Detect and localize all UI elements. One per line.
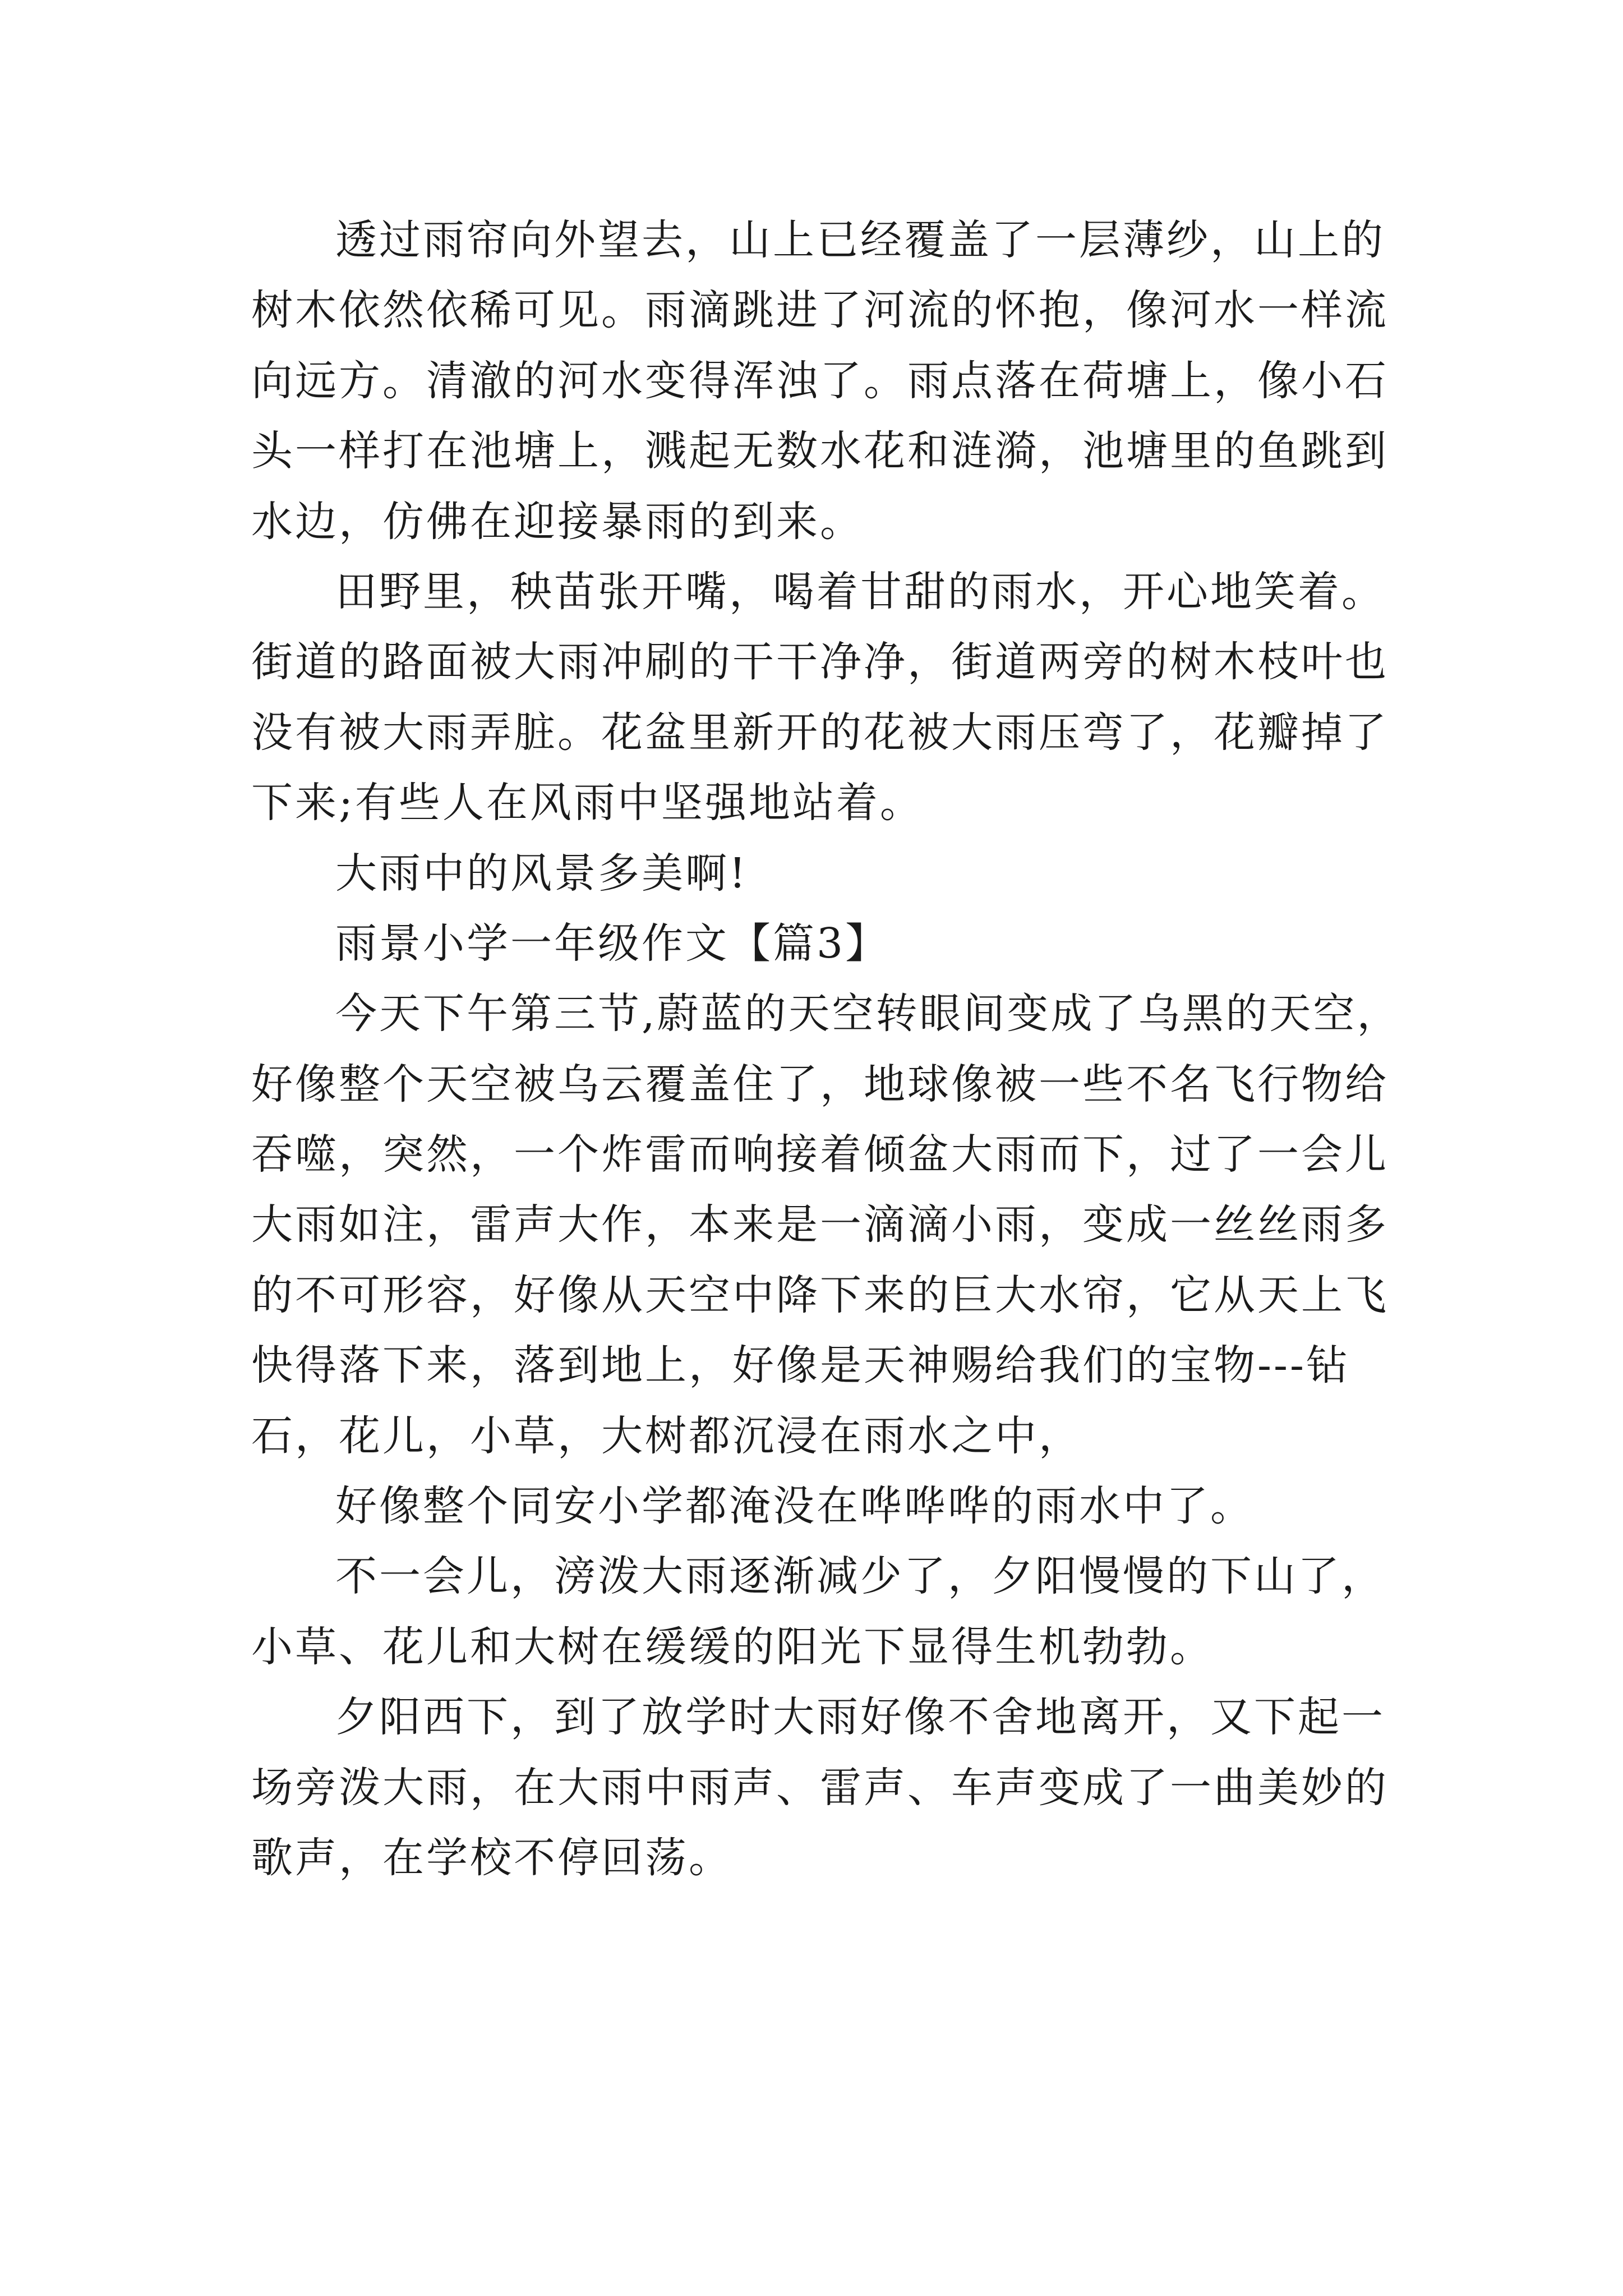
text-line: 快得落下来，落到地上，好像是天神赐给我们的宝物---钻 (251, 1341, 1350, 1390)
text-line: 场旁泼大雨，在大雨中雨声、雷声、车声变成了一曲美妙的 (251, 1763, 1389, 1812)
text-line: 大雨中的风景多美啊! (335, 849, 748, 898)
essay-body (251, 205, 1401, 1893)
text-line: 田野里，秧苗张开嘴，喝着甘甜的雨水，开心地笑着。 (335, 567, 1385, 616)
text-line: 不一会儿，滂泼大雨逐渐减少了，夕阳慢慢的下山了， (335, 1552, 1385, 1601)
text-line: 吞噬，突然，一个炸雷而响接着倾盆大雨而下，过了一会儿 (251, 1130, 1389, 1179)
text-line: 下来;有些人在风雨中坚强地站着。 (251, 779, 924, 827)
text-line: 好像整个同安小学都淹没在哗哗哗的雨水中了。 (335, 1482, 1254, 1531)
text-line: 树木依然依稀可见。雨滴跳进了河流的怀抱，像河水一样流 (251, 286, 1389, 335)
text-line: 没有被大雨弄脏。花盆里新开的花被大雨压弯了，花瓣掉了 (251, 708, 1389, 757)
text-line: 水边，仿佛在迎接暴雨的到来。 (251, 497, 864, 546)
text-line: 头一样打在池塘上，溅起无数水花和涟漪，池塘里的鱼跳到 (251, 427, 1389, 476)
text-line: 大雨如注，雷声大作，本来是一滴滴小雨，变成一丝丝雨多 (251, 1200, 1389, 1249)
text-line: 石，花儿，小草，大树都沉浸在雨水之中， (251, 1411, 1082, 1460)
text-line: 街道的路面被大雨冲刷的干干净净，街道两旁的树木枝叶也 (251, 638, 1389, 687)
text-line: 好像整个天空被乌云覆盖住了，地球像被一些不名飞行物给 (251, 1060, 1389, 1108)
text-line: 今天下午第三节,蔚蓝的天空转眼间变成了乌黑的天空， (335, 990, 1401, 1038)
text-line: 夕阳西下，到了放学时大雨好像不舍地离开，又下起一 (335, 1693, 1385, 1742)
text-line: 透过雨帘向外望去，山上已经覆盖了一层薄纱，山上的 (335, 216, 1385, 264)
text-line: 的不可形容，好像从天空中降下来的巨大水帘，它从天上飞 (251, 1271, 1389, 1319)
text-line: 小草、花儿和大树在缓缓的阳光下显得生机勃勃。 (251, 1622, 1214, 1671)
text-line: 向远方。清澈的河水变得浑浊了。雨点落在荷塘上，像小石 (251, 356, 1389, 405)
section-heading: 雨景小学一年级作文【篇3】 (335, 919, 889, 968)
text-line: 歌声，在学校不停回荡。 (251, 1833, 732, 1882)
